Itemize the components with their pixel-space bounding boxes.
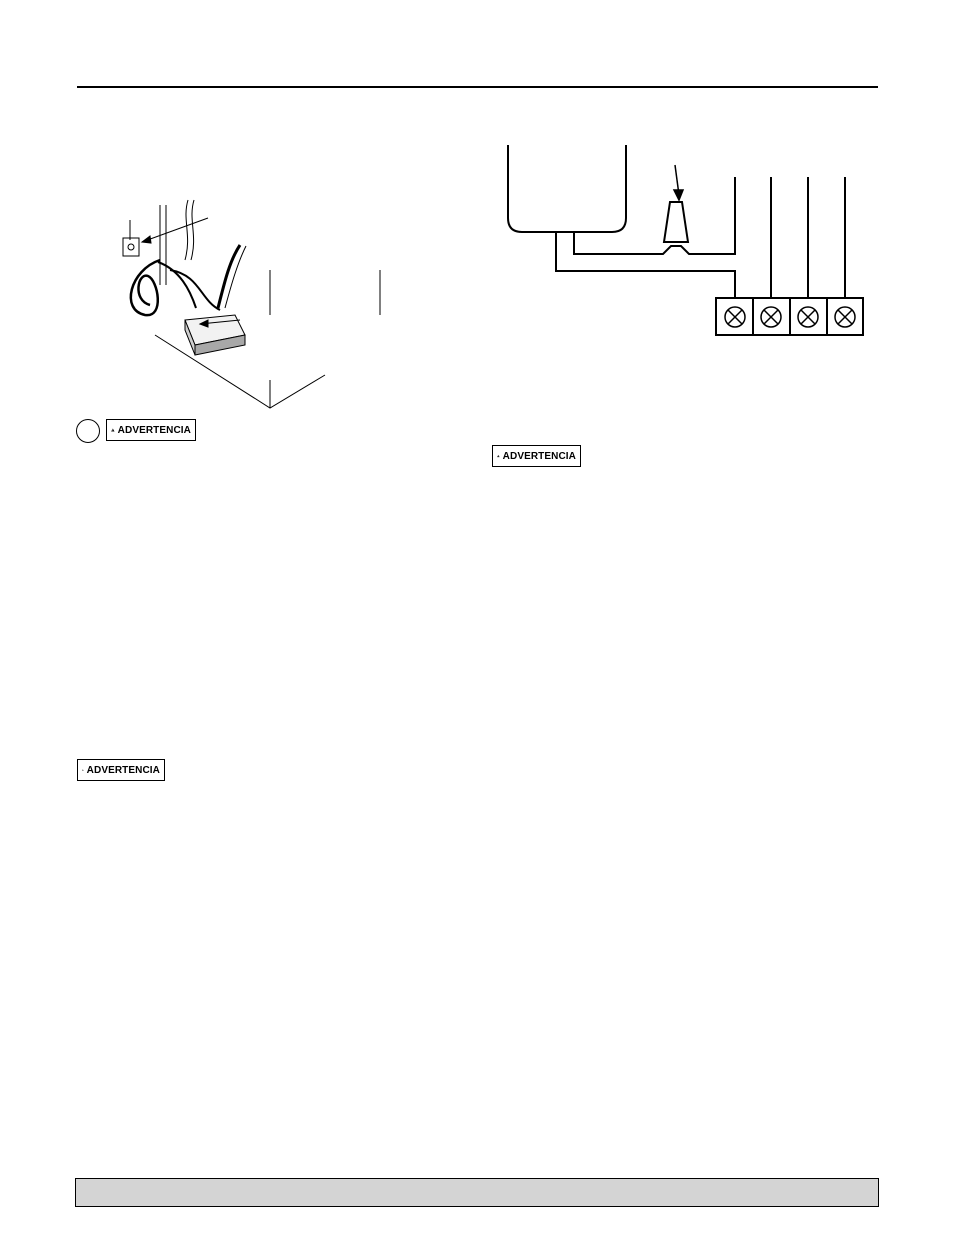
warning-badge [492, 445, 581, 467]
warning-label: ADVERTENCIA [502, 450, 576, 462]
wiring-diagram [490, 140, 880, 345]
step-number-circle [76, 419, 100, 443]
warning-triangle-icon [111, 425, 115, 435]
warning-triangle-icon [497, 451, 500, 461]
warning-label: ADVERTENCIA [117, 424, 191, 436]
footer-bar [75, 1178, 879, 1207]
header-rule [77, 86, 878, 88]
warning-badge [77, 759, 165, 781]
pump-installation-illustration [100, 190, 400, 410]
warning-triangle-icon [82, 765, 84, 775]
warning-badge [106, 419, 196, 441]
warning-label: ADVERTENCIA [86, 764, 160, 776]
